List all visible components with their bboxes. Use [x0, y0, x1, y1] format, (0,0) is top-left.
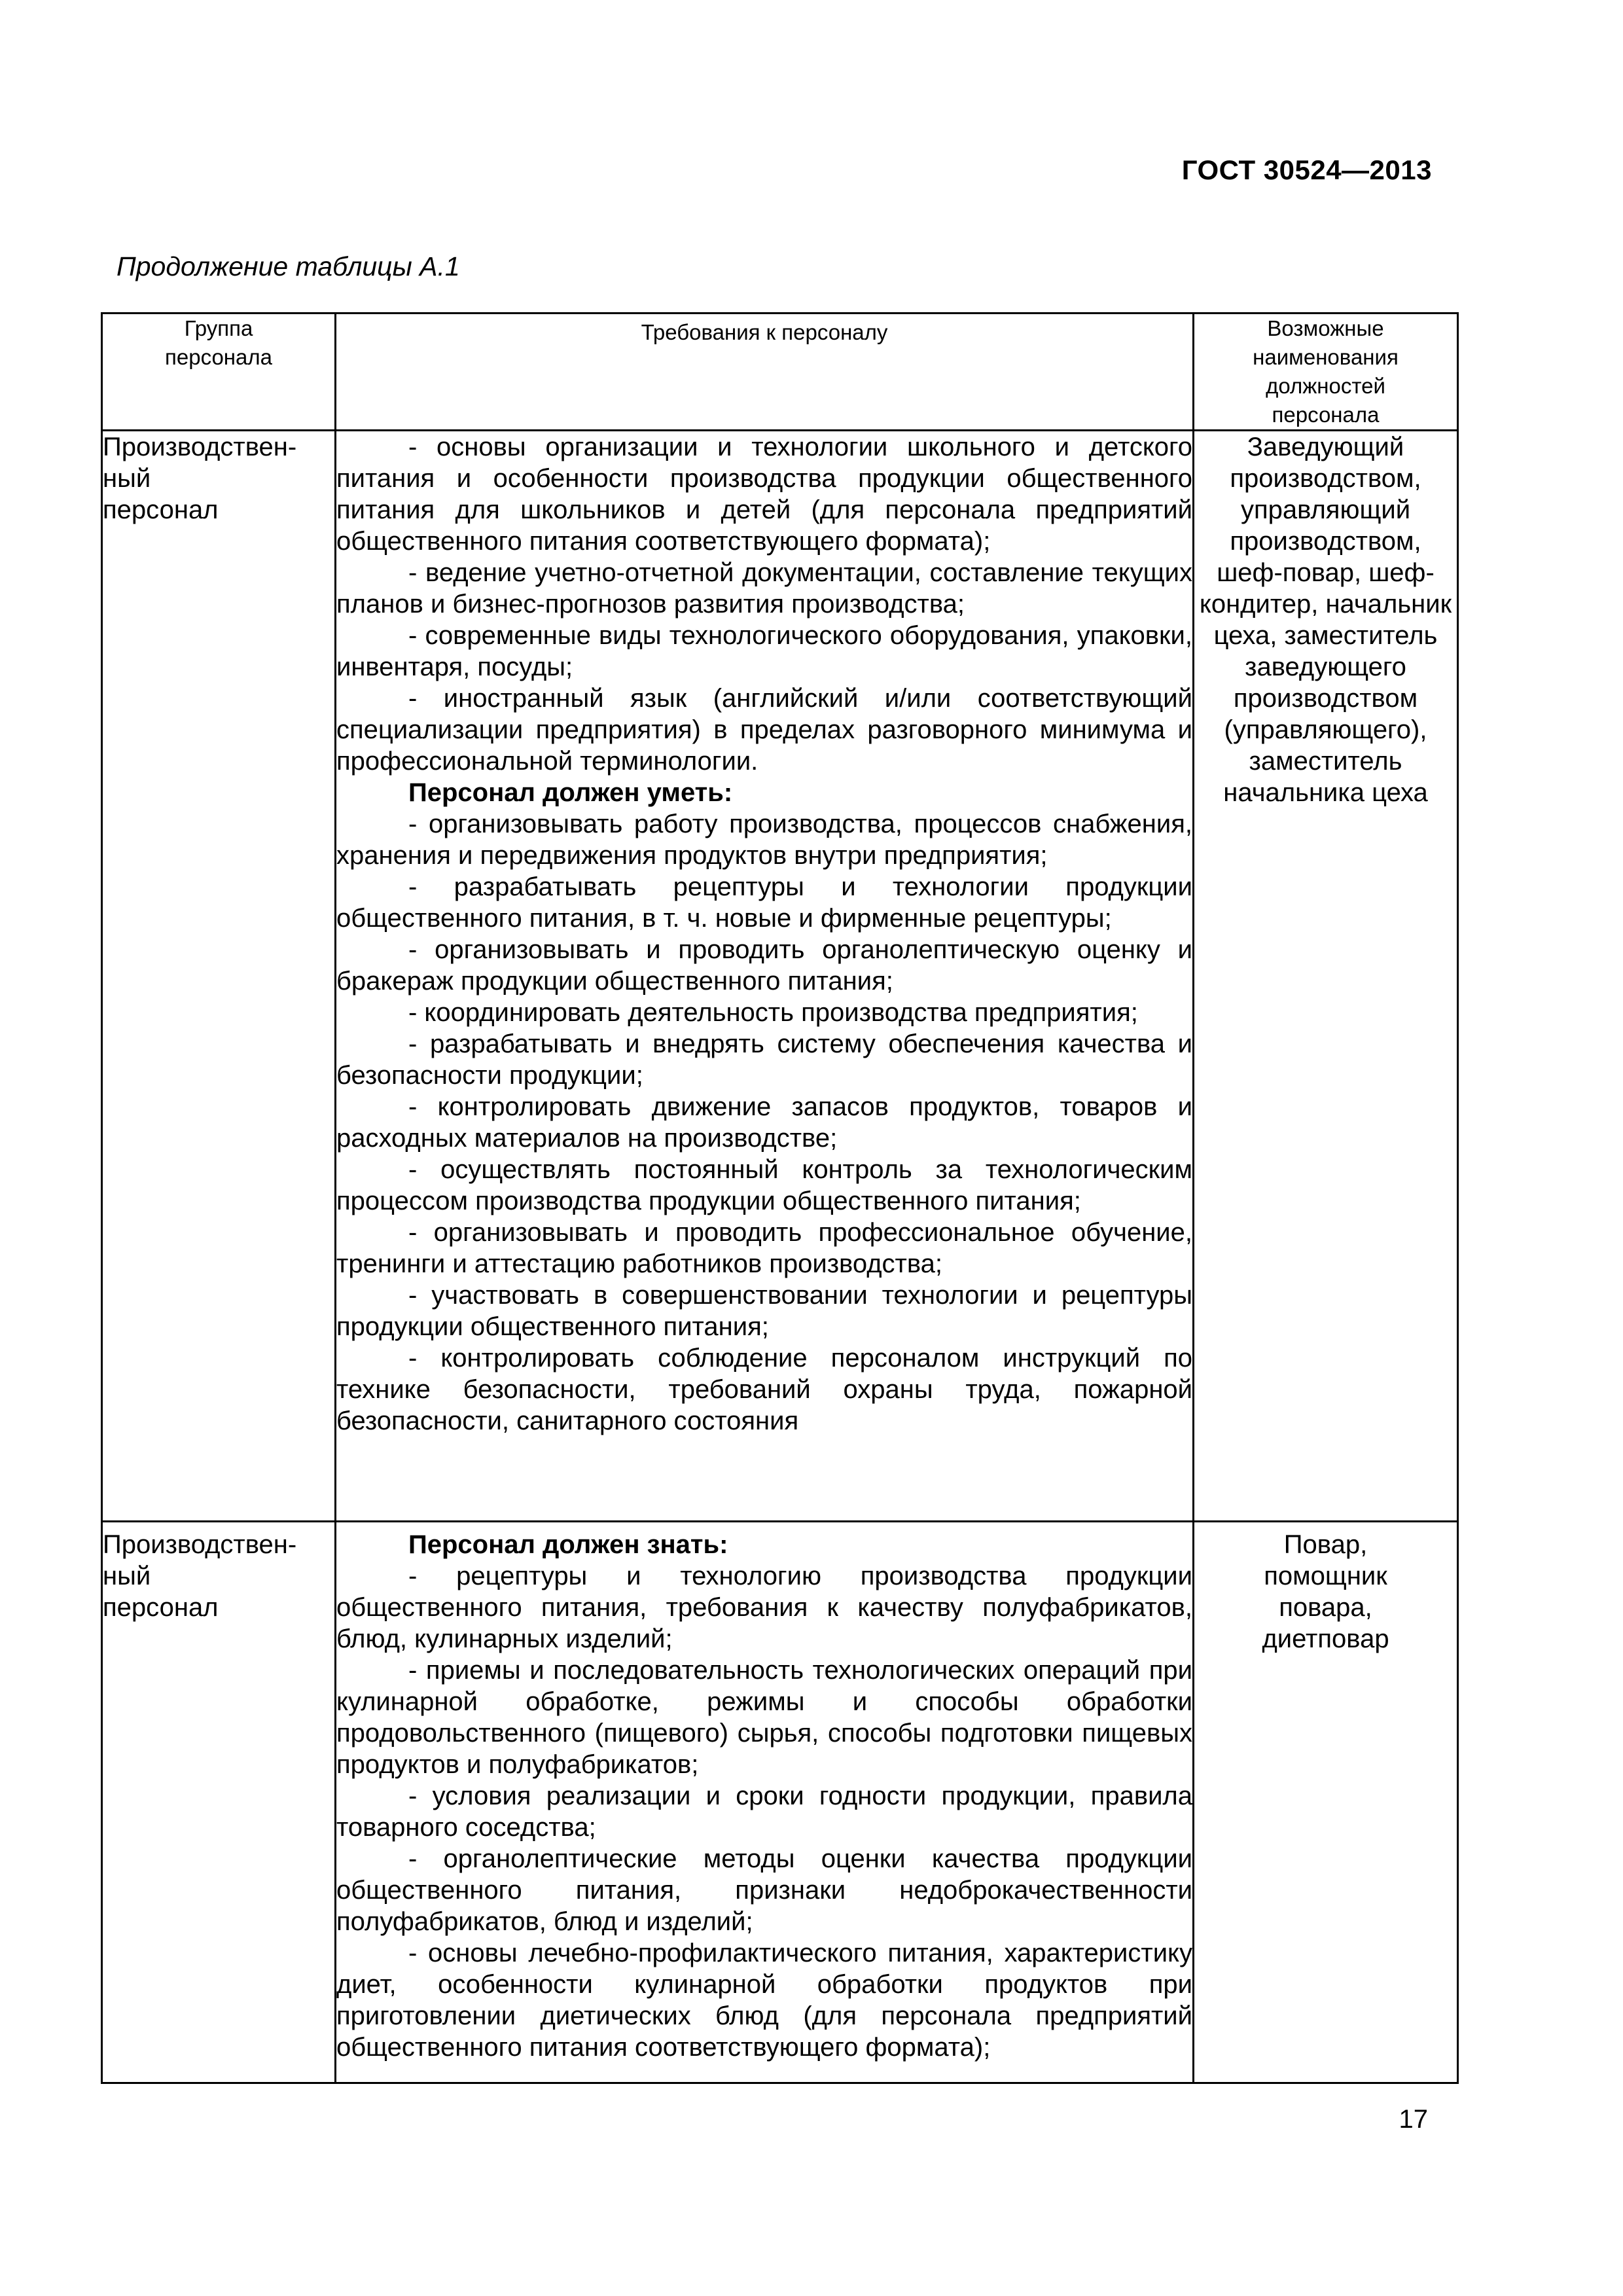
group-name: Производствен-ный персонал — [103, 1530, 297, 1622]
group-cell — [102, 431, 336, 1522]
requirement-item: - организовывать работу производства, процессов снабжения, хранения и передвижения продуктов внутри предприятия; — [336, 810, 1192, 870]
table-header-row — [102, 314, 1458, 431]
table-row — [102, 431, 1458, 1522]
requirements-heading: Персонал должен уметь: — [408, 778, 733, 807]
positions-list: Повар, помощник повара, диетповар — [1262, 1530, 1389, 1653]
document-code: ГОСТ 30524—2013 — [1181, 154, 1432, 185]
requirement-item: - органолептические методы оценки качества продукции общественного питания, признаки недоброкачественности полуфабрикатов, блюд и изделий; — [336, 1844, 1192, 1936]
requirement-item: - разрабатывать и внедрять систему обеспечения качества и безопасности продукции; — [336, 1030, 1192, 1090]
group-name: Производствен-ный персонал — [103, 433, 297, 524]
column-header-positions — [1194, 314, 1458, 431]
positions-cell — [1194, 1522, 1458, 2083]
requirements-heading: Персонал должен знать: — [408, 1530, 728, 1559]
requirement-item: - координировать деятельность производства предприятия; — [408, 998, 1138, 1027]
requirement-item: - современные виды технологического оборудования, упаковки, инвентаря, посуды; — [336, 621, 1192, 681]
table-row — [102, 1522, 1458, 2083]
column-header-group — [102, 314, 336, 431]
page-number: 17 — [1399, 2105, 1428, 2134]
requirement-item: - контролировать движение запасов продуктов, товаров и расходных материалов на производстве; — [336, 1092, 1192, 1153]
requirement-item: - организовывать и проводить профессиональное обучение, тренинги и аттестацию работников производства; — [336, 1218, 1192, 1278]
requirement-item: - основы лечебно-профилактического питания, характеристику диет, особенности кулинарной обработки продуктов при приготовлении диетических блюд (для персонала предприятий общественного питания соответствующего формата); — [336, 1939, 1192, 2062]
table-caption: Продолжение таблицы А.1 — [116, 251, 460, 281]
group-cell — [102, 1522, 336, 2083]
requirement-item: - рецептуры и технологию производства продукции общественного питания, требования к качеству полуфабрикатов, блюд, кулинарных изделий; — [336, 1562, 1192, 1653]
column-header-requirements-label: Требования к персоналу — [641, 320, 888, 344]
requirement-item: - разрабатывать рецептуры и технологии продукции общественного питания, в т. ч. новые и фирменные рецептуры; — [336, 872, 1192, 933]
requirement-item: - осуществлять постоянный контроль за технологическим процессом производства продукции общественного питания; — [336, 1155, 1192, 1215]
column-header-positions-label: Возможные наименования должностей персонала — [1253, 316, 1399, 427]
requirements-cell — [336, 1522, 1194, 2083]
personnel-requirements-table — [101, 312, 1459, 2084]
requirement-item: - основы организации и технологии школьного и детского питания и особенности производства продукции общественного питания для школьников и детей (для персонала предприятий общественного питания соответствующего формата); — [336, 433, 1192, 556]
requirement-item: - участвовать в совершенствовании технологии и рецептуры продукции общественного питания; — [336, 1281, 1192, 1341]
positions-cell — [1194, 431, 1458, 1522]
requirement-item: - условия реализации и сроки годности продукции, правила товарного соседства; — [336, 1782, 1192, 1842]
column-header-group-label: Группа персонала — [165, 316, 272, 369]
requirement-item: - контролировать соблюдение персоналом инструкций по технике безопасности, требований охраны труда, пожарной безопасности, санитарного состояния — [336, 1344, 1192, 1435]
requirement-item: - иностранный язык (английский и/или соответствующий специализации предприятия) в пределах разговорного минимума и профессиональной терминологии. — [336, 684, 1192, 776]
requirement-item: - ведение учетно-отчетной документации, составление текущих планов и бизнес-прогнозов развития производства; — [336, 558, 1192, 619]
requirement-item: - организовывать и проводить органолептическую оценку и бракераж продукции общественного питания; — [336, 935, 1192, 996]
requirement-item: - приемы и последовательность технологических операций при кулинарной обработке, режимы и способы обработки продовольственного (пищевого) сырья, способы подготовки пищевых продуктов и полуфабрикатов; — [336, 1656, 1192, 1779]
column-header-requirements — [336, 314, 1194, 431]
requirements-cell — [336, 431, 1194, 1522]
positions-list: Заведующий производством, управляющий производством, шеф-повар, шеф-кондитер, начальник цеха, заместитель заведующего производством (управляющего), заместитель начальника цеха — [1199, 433, 1452, 807]
